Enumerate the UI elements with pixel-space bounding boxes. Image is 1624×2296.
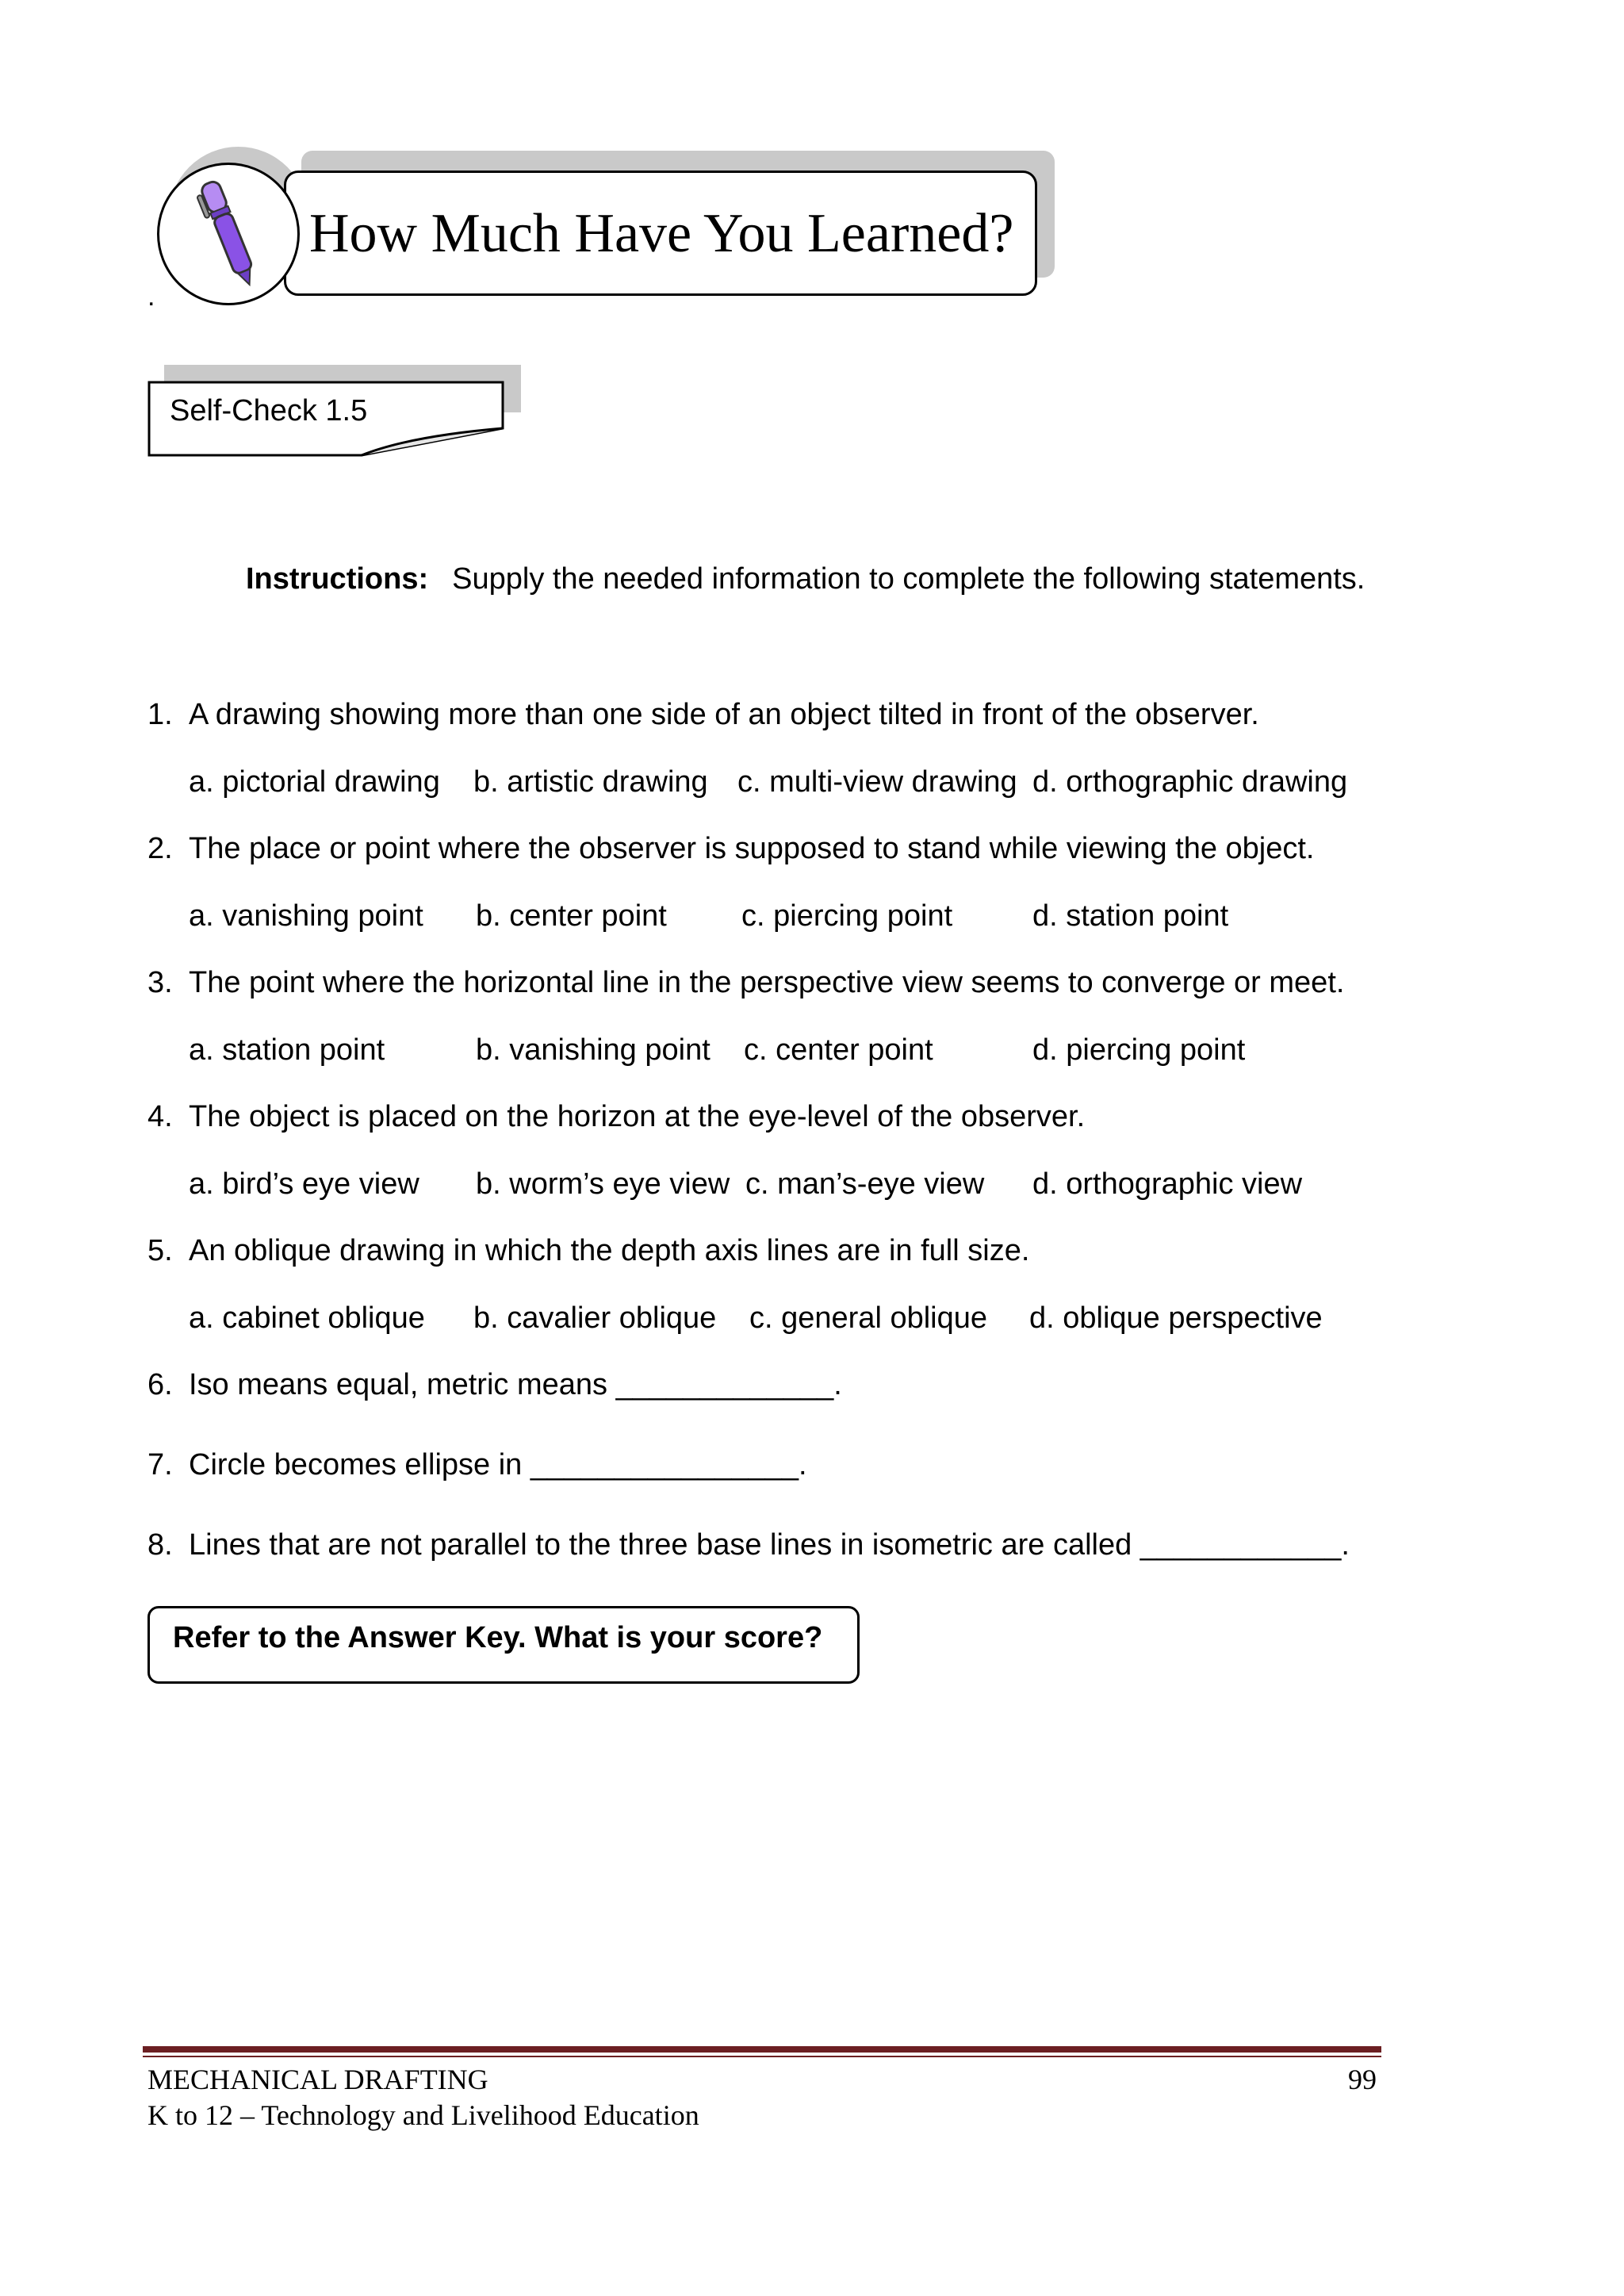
question-number: 3. [147,966,173,999]
footer-rule [143,2046,1381,2053]
question-number: 8. [147,1528,173,1562]
option-b: b. artistic drawing [473,765,708,799]
question-number: 6. [147,1368,173,1401]
question-text: Lines that are not parallel to the three base lines in isometric are called ____________. [189,1528,1350,1562]
option-a: a. pictorial drawing [189,765,440,799]
option-b: b. vanishing point [476,1033,710,1067]
question-text: The place or point where the observer is supposed to stand while viewing the object. [189,832,1315,865]
instructions-label: Instructions: [246,562,429,596]
question-number: 1. [147,698,173,731]
question-text: The object is placed on the horizon at the eye-level of the observer. [189,1100,1086,1133]
question-text: A drawing showing more than one side of an object tilted in front of the observer. [189,698,1259,731]
page-number: 99 [1348,2064,1377,2095]
option-c: c. general oblique [749,1301,987,1335]
question-text: The point where the horizontal line in the perspective view seems to converge or meet. [189,966,1345,999]
question-number: 5. [147,1234,173,1267]
footer-subject: MECHANICAL DRAFTING [147,2064,488,2095]
option-c: c. center point [744,1033,933,1067]
option-c: c. piercing point [741,899,953,933]
question-number: 2. [147,832,173,865]
instructions [246,559,1365,599]
question-number: 4. [147,1100,173,1133]
question-number: 7. [147,1448,173,1481]
page-title: How Much Have You Learned? [309,203,1014,264]
self-check-label: Self-Check 1.5 [170,394,368,427]
pen-icon [189,173,268,292]
option-c: c. multi-view drawing [737,765,1017,799]
instructions-text: Supply the needed information to complete the following statements. [452,562,1365,596]
footer-rule-thin [143,2056,1381,2057]
option-b: b. center point [476,899,667,933]
answer-key-text: Refer to the Answer Key. What is your score? [173,1621,823,1654]
option-b: b. worm’s eye view [476,1167,730,1201]
option-a: a. vanishing point [189,899,423,933]
option-d: d. station point [1032,899,1229,933]
option-d: d. oblique perspective [1029,1301,1323,1335]
question-text: Circle becomes ellipse in ________________. [189,1448,807,1481]
option-a: a. bird’s eye view [189,1167,419,1201]
footer-program: K to 12 – Technology and Livelihood Education [147,2099,699,2131]
question-text: Iso means equal, metric means _____________. [189,1368,842,1401]
bullet-dot: . [147,282,155,312]
option-c: c. man’s-eye view [745,1167,985,1201]
option-d: d. orthographic view [1032,1167,1303,1201]
option-d: d. piercing point [1032,1033,1246,1067]
option-d: d. orthographic drawing [1032,765,1348,799]
question-text: An oblique drawing in which the depth axis lines are in full size. [189,1234,1030,1267]
option-a: a. cabinet oblique [189,1301,425,1335]
option-a: a. station point [189,1033,385,1067]
option-b: b. cavalier oblique [473,1301,717,1335]
